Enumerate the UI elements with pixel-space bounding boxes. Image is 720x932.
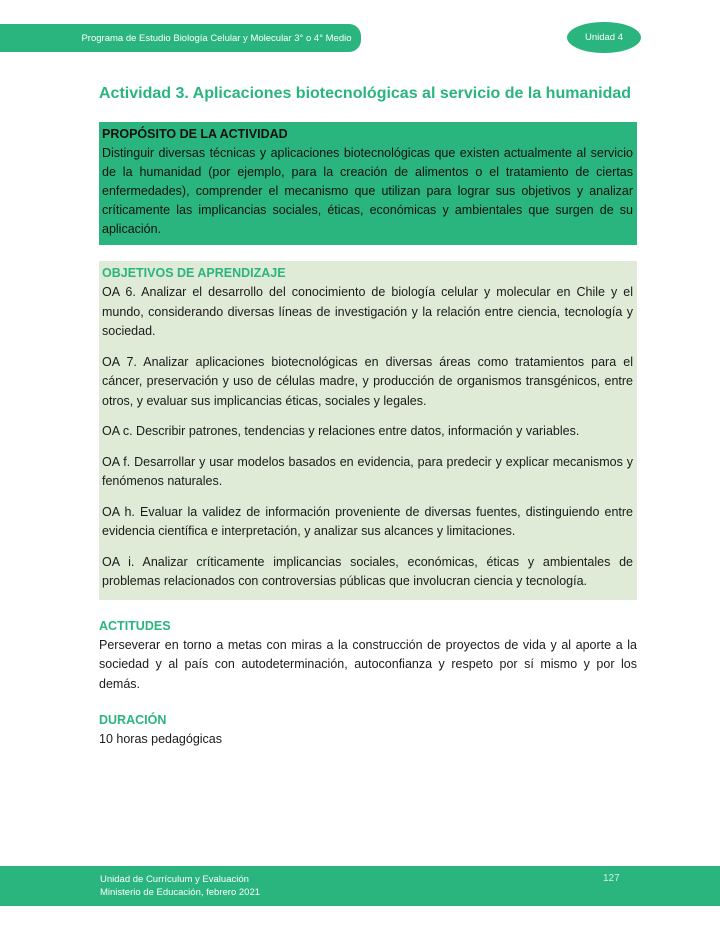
program-header-bar [0,24,361,52]
unit-badge-label: Unidad 4 [584,32,624,43]
objective-item-oai: OA i. Analizar críticamente implicancias sociales, económicas, éticas y ambientales de problemas relacionados con controversias públicas que involucran ciencia y tecnología. [102,554,633,588]
objective-item-oa6: OA 6. Analizar el desarrollo del conocimiento de biología celular y molecular en Chile y el mundo, considerando diversas líneas de investigación y la relación entre ciencia, tecnología y sociedad. [102,285,633,338]
program-header-label: Programa de Estudio Biología Celular y Molecular 3° o 4° Medio [81,32,352,44]
objective-item-oac: OA c. Describir patrones, tendencias y relaciones entre datos, información y variables. [102,424,580,438]
purpose-body: Distinguir diversas técnicas y aplicaciones biotecnológicas que existen actualmente al servicio de la humanidad (por ejemplo, para la creación de alimentos o el tratamiento de ciertas enfermedades), comprender el mecanismo que utilizan para lograr sus objetivos y analizar críticamente las implicancias sociales, éticas, económicas y ambientales que surgen de su aplicación. [102,146,633,236]
page-content [99,84,637,750]
duration-heading: DURACIÓN [99,713,167,727]
page-footer [0,866,720,906]
objectives-section [99,261,637,600]
purpose-heading: PROPÓSITO DE LA ACTIVIDAD [102,127,288,141]
page-number: 127 [603,873,620,884]
duration-body: 10 horas pedagógicas [99,732,223,746]
activity-title: Actividad 3. Aplicaciones biotecnológicas al servicio de la humanidad [99,85,632,102]
objective-item-oah: OA h. Evaluar la validez de información proveniente de diversas fuentes, distinguiendo entre evidencia científica e interpretación, y analizar sus alcances y limitaciones. [102,504,633,538]
footer-credit-line2: Ministerio de Educación, febrero 2021 [100,887,261,898]
objective-item-oa7: OA 7. Analizar aplicaciones biotecnológicas en diversas áreas como tratamientos para el cáncer, preservación y uso de células madre, y producción de organismos transgénicos, entre otros, y evaluar sus implicancias éticas, sociales y legales. [102,354,633,408]
unit-badge [567,22,641,53]
purpose-section [99,122,637,245]
footer-credit-line1: Unidad de Currículum y Evaluación [100,874,249,885]
attitudes-body: Perseverar en torno a metas con miras a la construcción de proyectos de vida y al aporte a la sociedad y al país con autodeterminación, autoconfianza y respeto por sí mismo y por los demás. [99,637,637,691]
attitudes-heading: ACTITUDES [99,618,171,633]
objective-item-oaf: OA f. Desarrollar y usar modelos basados en evidencia, para predecir y explicar mecanismos y fenómenos naturales. [102,454,633,488]
objectives-heading: OBJETIVOS DE APRENDIZAJE [102,266,286,280]
footer-credits [100,873,260,899]
